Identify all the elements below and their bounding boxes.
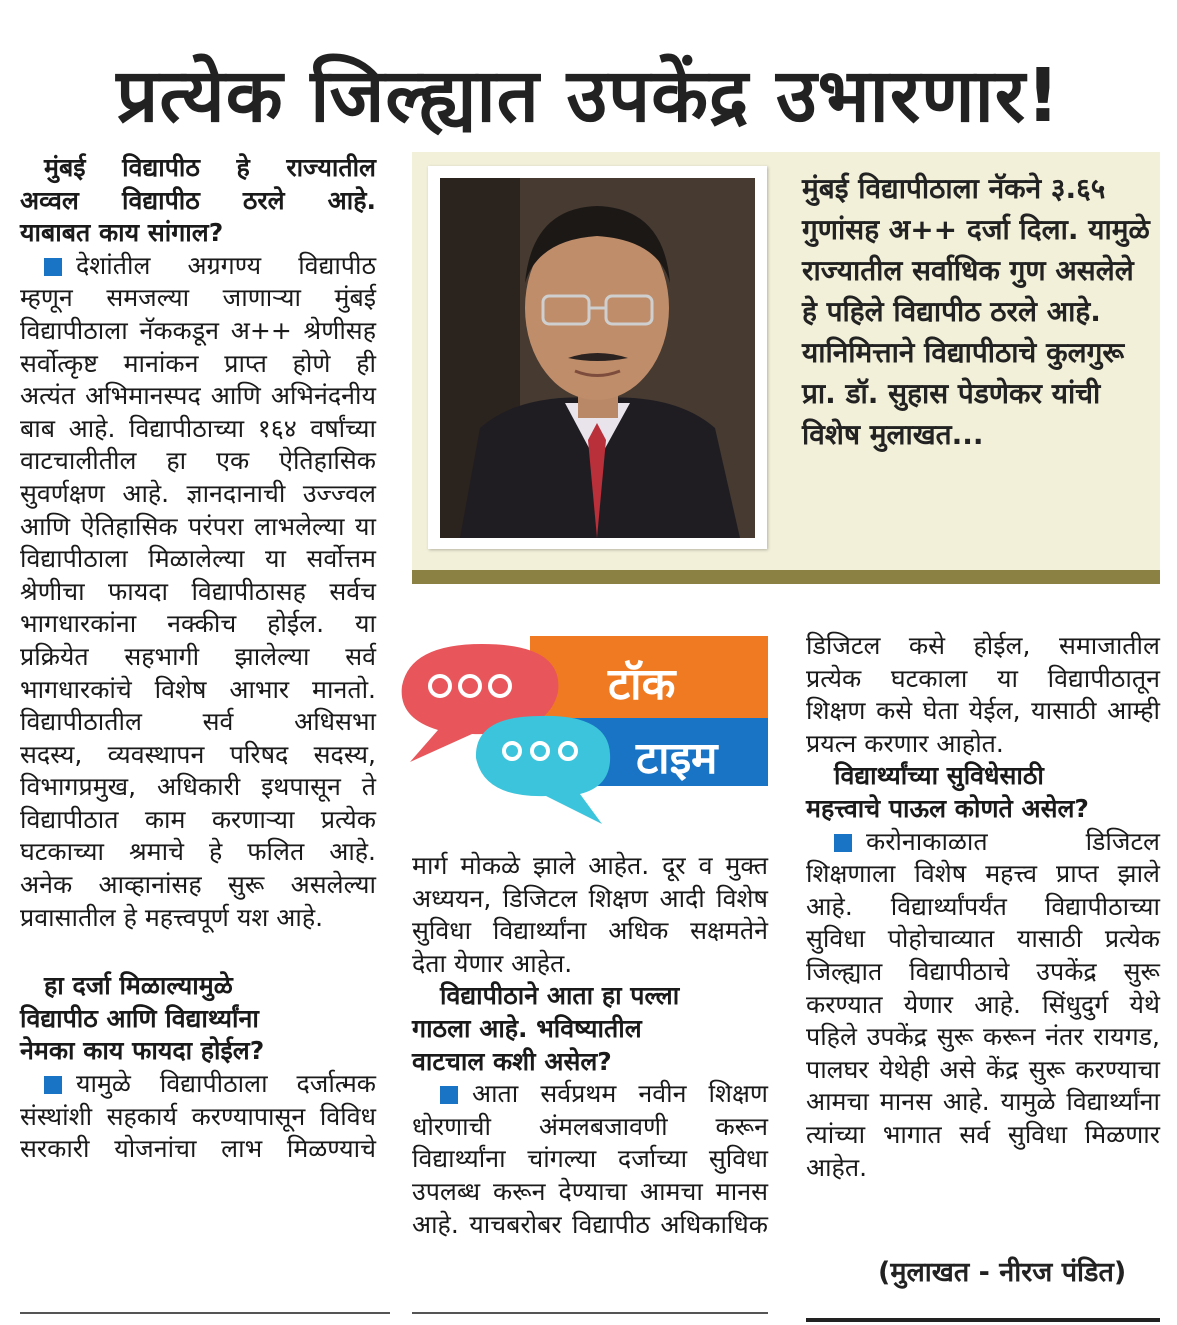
column-1 — [20, 152, 376, 1166]
answer-3-continued — [806, 630, 1160, 760]
question-1 — [20, 152, 376, 250]
q2-line: विद्यापीठ आणि विद्यार्थ्यांना — [20, 1003, 259, 1033]
a1-line: भागधारकांना नक्कीच होईल. या — [20, 609, 376, 639]
bottom-rule-right — [806, 1318, 1160, 1322]
a1-line: विद्यापीठातील सर्व अधिसभा — [20, 707, 376, 737]
a1-line: वाटचालीतील हा एक ऐतिहासिक — [20, 446, 376, 476]
talk-time-graphic — [380, 634, 772, 834]
a1-line: सुवर्णक्षण आहे. ज्ञानदानाची उज्ज्वल — [20, 478, 376, 508]
a1-line: अत्यंत अभिमानस्पद आणि अभिनंदनीय — [20, 381, 376, 411]
a3-line: धोरणाची अंमलबजावणी करून — [412, 1111, 768, 1141]
q4-line: महत्त्वाचे पाऊल कोणते असेल? — [806, 793, 1089, 823]
a3-line: आहे. याचबरोबर विद्यापीठ अधिकाधिक — [412, 1209, 768, 1239]
a4-line: आमचा मानस आहे. यामुळे विद्यार्थ्यांना — [806, 1087, 1160, 1117]
q2-line: हा दर्जा मिळाल्यामुळे — [44, 971, 233, 1001]
a1-line: सर्वोत्कृष्ट मानांकन प्राप्त होणे ही — [20, 348, 376, 378]
a4-line: करोनाकाळात डिजिटल — [866, 826, 1160, 856]
a4-line: त्यांच्या भागात सर्व सुविधा मिळणार — [806, 1119, 1160, 1149]
a1-line: विद्यापीठाला नॅककडून अ++ श्रेणीसह — [20, 315, 376, 345]
bullet-square-icon — [440, 1086, 458, 1104]
a4-line: जिल्ह्यात विद्यापीठाचे उपकेंद्र सुरू — [806, 956, 1160, 986]
a3-cont-line: प्रयत्न करणार आहोत. — [806, 728, 1004, 758]
a1-line: अनेक आव्हानांसह सुरू असलेल्या — [20, 870, 376, 900]
q1-line: मुंबई विद्यापीठ हे राज्यातील — [44, 153, 376, 182]
column-2 — [412, 850, 768, 1241]
question-4 — [806, 760, 1160, 825]
a4-line: शिक्षणाला विशेष महत्त्व प्राप्त झाले — [806, 859, 1160, 889]
a1-line: विद्यापीठात काम करणाऱ्या प्रत्येक — [20, 804, 376, 834]
bullet-square-icon — [44, 1076, 62, 1094]
q4-line: विद्यार्थ्यांच्या सुविधेसाठी — [834, 761, 1044, 791]
a2-line: संस्थांशी सहकार्य करण्यापासून विविध — [20, 1101, 376, 1131]
a1-line: देशांतील अग्रगण्य विद्यापीठ — [76, 250, 376, 280]
a1-line: आणि ऐतिहासिक परंपरा लाभलेल्या या — [20, 511, 376, 541]
a3-cont-line: शिक्षण कसे घेता येईल, यासाठी आम्ही — [806, 696, 1160, 726]
answer-2 — [20, 1068, 376, 1166]
portrait-illustration — [440, 178, 755, 538]
a1-line: बाब आहे. विद्यापीठाच्या १६४ वर्षांच्या — [20, 413, 376, 443]
q3-line: वाटचाल कशी असेल? — [412, 1046, 612, 1076]
a2-line: सरकारी योजनांचा लाभ मिळण्याचे — [20, 1134, 376, 1164]
a1-line: प्रक्रियेत सहभागी झालेल्या सर्व — [20, 641, 376, 671]
q1-line: याबाबत काय सांगाल? — [20, 218, 224, 248]
a2-cont-line: देता येणार आहेत. — [412, 948, 573, 978]
a1-line: प्रवासातील हे महत्त्वपूर्ण यश आहे. — [20, 902, 324, 932]
q1-line: अव्वल विद्यापीठ ठरले आहे. — [20, 185, 376, 215]
a4-line: सुविधा पोहोचाव्यात यासाठी प्रत्येक — [806, 924, 1160, 954]
a1-line: विद्यापीठाला मिळालेल्या या सर्वोत्तम — [20, 544, 376, 574]
time-label: टाइम — [636, 733, 718, 784]
bullet-square-icon — [44, 258, 62, 276]
a3-cont-line: डिजिटल कसे होईल, समाजातील — [806, 631, 1160, 660]
byline: (मुलाखत - नीरज पंडित) — [878, 1257, 1127, 1288]
answer-1 — [20, 250, 376, 934]
a2-cont-line: मार्ग मोकळे झाले आहेत. दूर व मुक्त — [412, 851, 768, 880]
a1-line: भागधारकांचे विशेष आभार मानतो. — [20, 674, 376, 704]
bullet-square-icon — [834, 834, 852, 852]
headline: प्रत्येक जिल्ह्यात उपकेंद्र उभारणार! — [116, 53, 1061, 139]
intro-divider-bar — [412, 570, 1160, 584]
q3-line: गाठला आहे. भविष्यातील — [412, 1013, 642, 1043]
question-3 — [412, 980, 768, 1078]
a4-line: पहिले उपकेंद्र सुरू करून नंतर रायगड, — [806, 1022, 1160, 1052]
a4-line: पालघर येथेही असे केंद्र सुरू करण्याचा — [806, 1054, 1160, 1084]
talk-label: टॉक — [608, 659, 676, 710]
bottom-rule-left — [20, 1312, 390, 1314]
question-2 — [20, 970, 376, 1068]
a4-line: आहे. विद्यार्थ्यांपर्यंत विद्यापीठाच्या — [806, 891, 1160, 921]
bottom-rule-middle — [412, 1312, 768, 1314]
a4-line: आहेत. — [806, 1152, 868, 1182]
a2-cont-line: अध्ययन, डिजिटल शिक्षण आदी विशेष — [412, 883, 768, 913]
a1-line: सदस्य, व्यवस्थापन परिषद सदस्य, — [20, 739, 376, 769]
a1-line: म्हणून समजल्या जाणाऱ्या मुंबई — [20, 283, 376, 313]
a3-cont-line: प्रत्येक घटकाला या विद्यापीठातून — [806, 663, 1160, 693]
a3-line: विद्यार्थ्यांना चांगल्या दर्जाच्या सुविधा — [412, 1144, 768, 1174]
column-3 — [806, 630, 1160, 1184]
q2-line: नेमका काय फायदा होईल? — [20, 1036, 265, 1066]
a3-line: उपलब्ध करून देण्याचा आमचा मानस — [412, 1176, 768, 1206]
a1-line: श्रेणीचा फायदा विद्यापीठासह सर्वच — [20, 576, 376, 606]
answer-4 — [806, 826, 1160, 1185]
portrait-photo — [440, 178, 755, 538]
a2-cont-line: सुविधा विद्यार्थ्यांना अधिक सक्षमतेने — [412, 916, 768, 946]
a1-line: घटकाच्या श्रमाचे हे फलित आहे. — [20, 837, 376, 867]
a3-line: आता सर्वप्रथम नवीन शिक्षण — [472, 1079, 768, 1109]
a4-line: करण्यात येणार आहे. सिंधुदुर्ग येथे — [806, 989, 1160, 1019]
answer-3 — [412, 1078, 768, 1241]
a2-line: यामुळे विद्यापीठाला दर्जात्मक — [76, 1069, 376, 1099]
answer-2-continued — [412, 850, 768, 980]
a1-line: विभागप्रमुख, अधिकारी इथपासून ते — [20, 772, 376, 802]
q3-line: विद्यापीठाने आता हा पल्ला — [440, 981, 680, 1011]
intro-text: मुंबई विद्यापीठाला नॅकने ३.६५ गुणांसह अ++ दर्जा दिला. यामुळे राज्यातील सर्वाधिक गुण असलेले हे पहिले विद्यापीठ ठरले आहे. यानिमित्ताने विद्यापीठाचे कुलगुरू प्रा. डॉ. सुहास पेडणेकर यांची विशेष मुलाखत... — [802, 172, 1150, 451]
